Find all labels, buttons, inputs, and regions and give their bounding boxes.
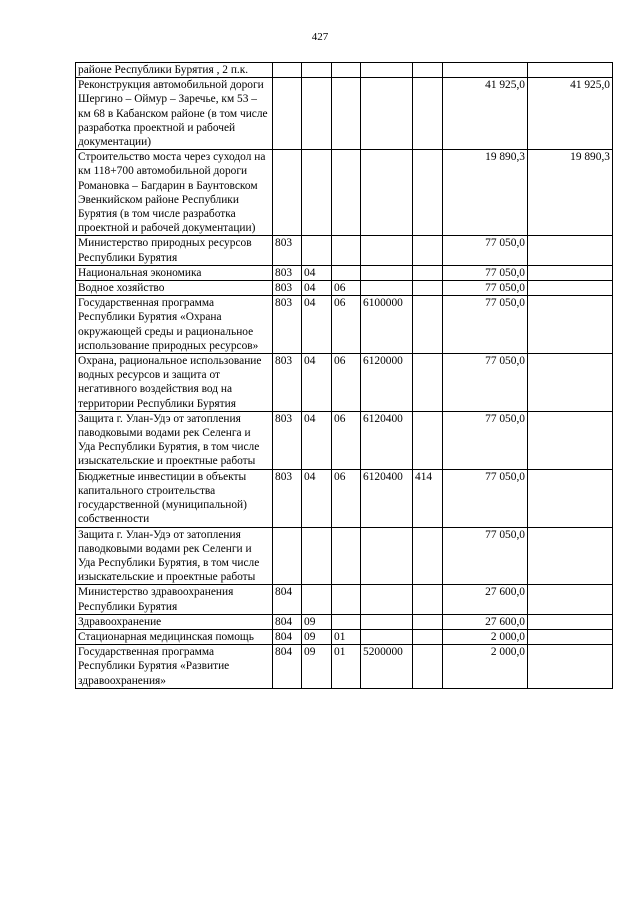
subsection-code-cell: [332, 63, 361, 78]
row-name-cell: Реконструкция автомобильной дороги Шергино – Оймур – Заречье, км 53 – км 68 в Кабанском районе (в том числе разработка проектной и рабочей документации): [76, 78, 273, 150]
ministry-code-cell: 803: [273, 354, 302, 412]
ministry-code-cell: 803: [273, 265, 302, 280]
table-row: [76, 614, 613, 629]
expense-type-cell: [413, 527, 443, 585]
section-code-cell: 04: [302, 296, 332, 354]
amount-second-cell: [528, 63, 613, 78]
table-row: [76, 585, 613, 614]
ministry-code-cell: [273, 527, 302, 585]
subsection-code-cell: 01: [332, 629, 361, 644]
table-row: [76, 469, 613, 527]
target-article-cell: [361, 629, 413, 644]
target-article-cell: [361, 265, 413, 280]
amount-cell: 77 050,0: [443, 281, 528, 296]
table-row: [76, 150, 613, 236]
expense-type-cell: [413, 78, 443, 150]
ministry-code-cell: [273, 63, 302, 78]
ministry-code-cell: 803: [273, 469, 302, 527]
table-row: [76, 236, 613, 265]
budget-table: [75, 62, 613, 689]
ministry-code-cell: 803: [273, 236, 302, 265]
row-name-cell: Министерство здравоохранения Республики Бурятия: [76, 585, 273, 614]
table-row: [76, 281, 613, 296]
expense-type-cell: [413, 411, 443, 469]
section-code-cell: 04: [302, 265, 332, 280]
section-code-cell: [302, 78, 332, 150]
row-name-cell: районе Республики Бурятия , 2 п.к.: [76, 63, 273, 78]
table-row: [76, 645, 613, 689]
expense-type-cell: [413, 585, 443, 614]
section-code-cell: [302, 150, 332, 236]
section-code-cell: [302, 585, 332, 614]
table-row: [76, 265, 613, 280]
target-article-cell: 6120400: [361, 411, 413, 469]
expense-type-cell: [413, 63, 443, 78]
expense-type-cell: [413, 354, 443, 412]
subsection-code-cell: 06: [332, 281, 361, 296]
target-article-cell: 5200000: [361, 645, 413, 689]
amount-second-cell: [528, 354, 613, 412]
amount-second-cell: [528, 585, 613, 614]
amount-cell: 27 600,0: [443, 614, 528, 629]
ministry-code-cell: 803: [273, 296, 302, 354]
amount-cell: [443, 63, 528, 78]
target-article-cell: 6120400: [361, 469, 413, 527]
table-row: [76, 527, 613, 585]
amount-cell: 27 600,0: [443, 585, 528, 614]
row-name-cell: Бюджетные инвестиции в объекты капитального строительства государственной (муниципальной) собственности: [76, 469, 273, 527]
amount-second-cell: [528, 281, 613, 296]
section-code-cell: 09: [302, 645, 332, 689]
amount-cell: 2 000,0: [443, 645, 528, 689]
expense-type-cell: 414: [413, 469, 443, 527]
subsection-code-cell: [332, 150, 361, 236]
section-code-cell: 04: [302, 411, 332, 469]
expense-type-cell: [413, 150, 443, 236]
amount-second-cell: [528, 614, 613, 629]
amount-second-cell: [528, 645, 613, 689]
section-code-cell: 04: [302, 469, 332, 527]
row-name-cell: Здравоохранение: [76, 614, 273, 629]
amount-second-cell: 41 925,0: [528, 78, 613, 150]
amount-second-cell: [528, 527, 613, 585]
ministry-code-cell: 804: [273, 645, 302, 689]
amount-second-cell: [528, 265, 613, 280]
row-name-cell: Государственная программа Республики Бурятия «Развитие здравоохранения»: [76, 645, 273, 689]
expense-type-cell: [413, 629, 443, 644]
amount-cell: 77 050,0: [443, 296, 528, 354]
amount-second-cell: [528, 469, 613, 527]
row-name-cell: Государственная программа Республики Бурятия «Охрана окружающей среды и рациональное использование природных ресурсов»: [76, 296, 273, 354]
subsection-code-cell: [332, 585, 361, 614]
row-name-cell: Защита г. Улан-Удэ от затопления паводковыми водами рек Селенги и Уда Республики Бурятия, в том числе изыскательские и проектные работы: [76, 527, 273, 585]
target-article-cell: [361, 527, 413, 585]
table-row: [76, 411, 613, 469]
section-code-cell: 09: [302, 614, 332, 629]
amount-cell: 77 050,0: [443, 411, 528, 469]
table-row: [76, 78, 613, 150]
amount-second-cell: [528, 411, 613, 469]
subsection-code-cell: 06: [332, 296, 361, 354]
amount-cell: 77 050,0: [443, 527, 528, 585]
expense-type-cell: [413, 296, 443, 354]
subsection-code-cell: 06: [332, 469, 361, 527]
section-code-cell: 09: [302, 629, 332, 644]
target-article-cell: [361, 614, 413, 629]
table-row: [76, 296, 613, 354]
expense-type-cell: [413, 265, 443, 280]
amount-cell: 41 925,0: [443, 78, 528, 150]
ministry-code-cell: 804: [273, 629, 302, 644]
ministry-code-cell: 804: [273, 614, 302, 629]
table-row: [76, 63, 613, 78]
row-name-cell: Национальная экономика: [76, 265, 273, 280]
row-name-cell: Водное хозяйство: [76, 281, 273, 296]
subsection-code-cell: [332, 614, 361, 629]
target-article-cell: [361, 150, 413, 236]
section-code-cell: [302, 63, 332, 78]
amount-cell: 77 050,0: [443, 265, 528, 280]
expense-type-cell: [413, 281, 443, 296]
amount-cell: 19 890,3: [443, 150, 528, 236]
amount-second-cell: [528, 236, 613, 265]
expense-type-cell: [413, 645, 443, 689]
subsection-code-cell: 01: [332, 645, 361, 689]
section-code-cell: [302, 236, 332, 265]
section-code-cell: 04: [302, 354, 332, 412]
target-article-cell: [361, 78, 413, 150]
section-code-cell: [302, 527, 332, 585]
target-article-cell: 6120000: [361, 354, 413, 412]
subsection-code-cell: [332, 236, 361, 265]
amount-cell: 77 050,0: [443, 354, 528, 412]
target-article-cell: [361, 63, 413, 78]
row-name-cell: Защита г. Улан-Удэ от затопления паводковыми водами рек Селенга и Уда Республики Бурятия, в том числе изыскательские и проектные работы: [76, 411, 273, 469]
amount-cell: 77 050,0: [443, 469, 528, 527]
subsection-code-cell: 06: [332, 354, 361, 412]
ministry-code-cell: 804: [273, 585, 302, 614]
expense-type-cell: [413, 236, 443, 265]
row-name-cell: Министерство природных ресурсов Республики Бурятия: [76, 236, 273, 265]
target-article-cell: 6100000: [361, 296, 413, 354]
ministry-code-cell: [273, 150, 302, 236]
amount-second-cell: 19 890,3: [528, 150, 613, 236]
table-row: [76, 354, 613, 412]
target-article-cell: [361, 281, 413, 296]
section-code-cell: 04: [302, 281, 332, 296]
target-article-cell: [361, 236, 413, 265]
row-name-cell: Стационарная медицинская помощь: [76, 629, 273, 644]
table-row: [76, 629, 613, 644]
ministry-code-cell: 803: [273, 411, 302, 469]
ministry-code-cell: [273, 78, 302, 150]
row-name-cell: Охрана, рациональное использование водных ресурсов и защита от негативного воздействия вод на территории Республики Бурятия: [76, 354, 273, 412]
subsection-code-cell: [332, 527, 361, 585]
expense-type-cell: [413, 614, 443, 629]
target-article-cell: [361, 585, 413, 614]
subsection-code-cell: [332, 265, 361, 280]
subsection-code-cell: [332, 78, 361, 150]
subsection-code-cell: 06: [332, 411, 361, 469]
page-number: 427: [311, 31, 329, 43]
ministry-code-cell: 803: [273, 281, 302, 296]
amount-cell: 2 000,0: [443, 629, 528, 644]
amount-second-cell: [528, 629, 613, 644]
amount-second-cell: [528, 296, 613, 354]
amount-cell: 77 050,0: [443, 236, 528, 265]
row-name-cell: Строительство моста через суходол на км 118+700 автомобильной дороги Романовка – Багдарин в Баунтовском Эвенкийском районе Республики Бурятия (в том числе разработка проектной и рабочей документации): [76, 150, 273, 236]
